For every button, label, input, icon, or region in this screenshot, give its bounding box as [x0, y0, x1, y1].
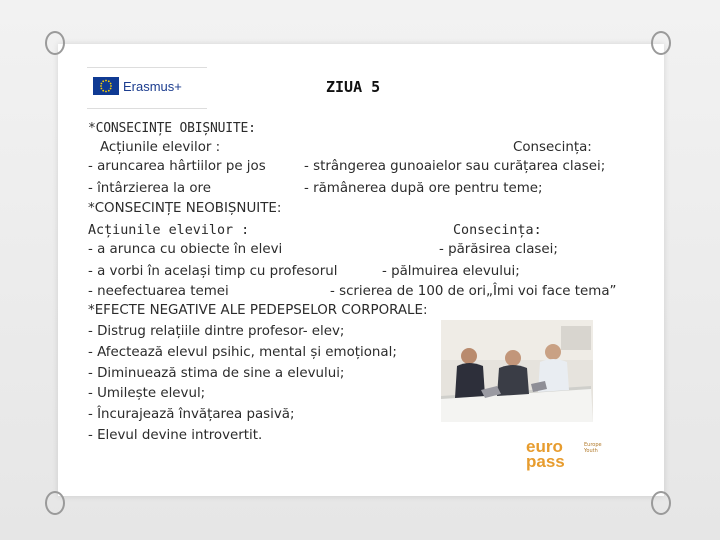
binder-ring	[45, 31, 65, 55]
list-item: - a vorbi în același timp cu profesorul	[88, 264, 338, 279]
list-item: - neefectuarea temei	[88, 284, 229, 299]
actions-label: Acțiunile elevilor :	[100, 140, 221, 155]
europass-logo-subtext	[584, 442, 608, 454]
list-item: - aruncarea hârtiilor pe jos	[88, 159, 266, 174]
europass-subtext-line: Europe	[584, 442, 602, 448]
list-item: - a arunca cu obiecte în elevi	[88, 242, 283, 257]
europass-subtext-line: Youth	[584, 448, 598, 454]
eu-flag-icon	[93, 77, 119, 95]
binder-ring	[651, 31, 671, 55]
list-item: - strângerea gunoaielor sau curățarea clasei;	[304, 159, 606, 174]
consequence-label: Consecința:	[513, 140, 592, 155]
list-item: - Distrug relațiile dintre profesor- elev;	[88, 324, 345, 339]
binder-ring	[651, 491, 671, 515]
europass-logo-line2: pass	[526, 452, 565, 471]
heading-usual: *CONSECINȚE OBIȘNUITE:	[88, 121, 256, 136]
list-item: - Umilește elevul;	[88, 386, 206, 401]
list-item: - Încurajează învățarea pasivă;	[88, 407, 295, 422]
list-item: - rămânerea după ore pentru teme;	[304, 181, 543, 196]
list-item: - întârzierea la ore	[88, 181, 211, 196]
erasmus-logo	[87, 67, 207, 109]
heading-unusual: *CONSECINȚE NEOBIȘNUITE:	[88, 201, 282, 216]
classroom-photo	[441, 320, 593, 422]
europass-logo	[526, 437, 606, 471]
list-item: - pălmuirea elevului;	[382, 264, 520, 279]
list-item: - Afectează elevul psihic, mental și emoțional;	[88, 345, 397, 360]
page-title: ZIUA 5	[326, 78, 381, 96]
heading-effects: *EFECTE NEGATIVE ALE PEDEPSELOR CORPORALE:	[88, 303, 428, 318]
consequence-label: Consecința:	[453, 223, 542, 238]
binder-ring	[45, 491, 65, 515]
actions-label: Acțiunile elevilor :	[88, 223, 250, 238]
list-item: - Diminuează stima de sine a elevului;	[88, 366, 345, 381]
list-item: - părăsirea clasei;	[439, 242, 558, 257]
erasmus-logo-text: Erasmus+	[123, 79, 182, 94]
list-item: - Elevul devine introvertit.	[88, 428, 263, 443]
europass-logo-line1: euro	[526, 437, 563, 456]
list-item: - scrierea de 100 de ori„Îmi voi face tema”	[330, 284, 617, 299]
